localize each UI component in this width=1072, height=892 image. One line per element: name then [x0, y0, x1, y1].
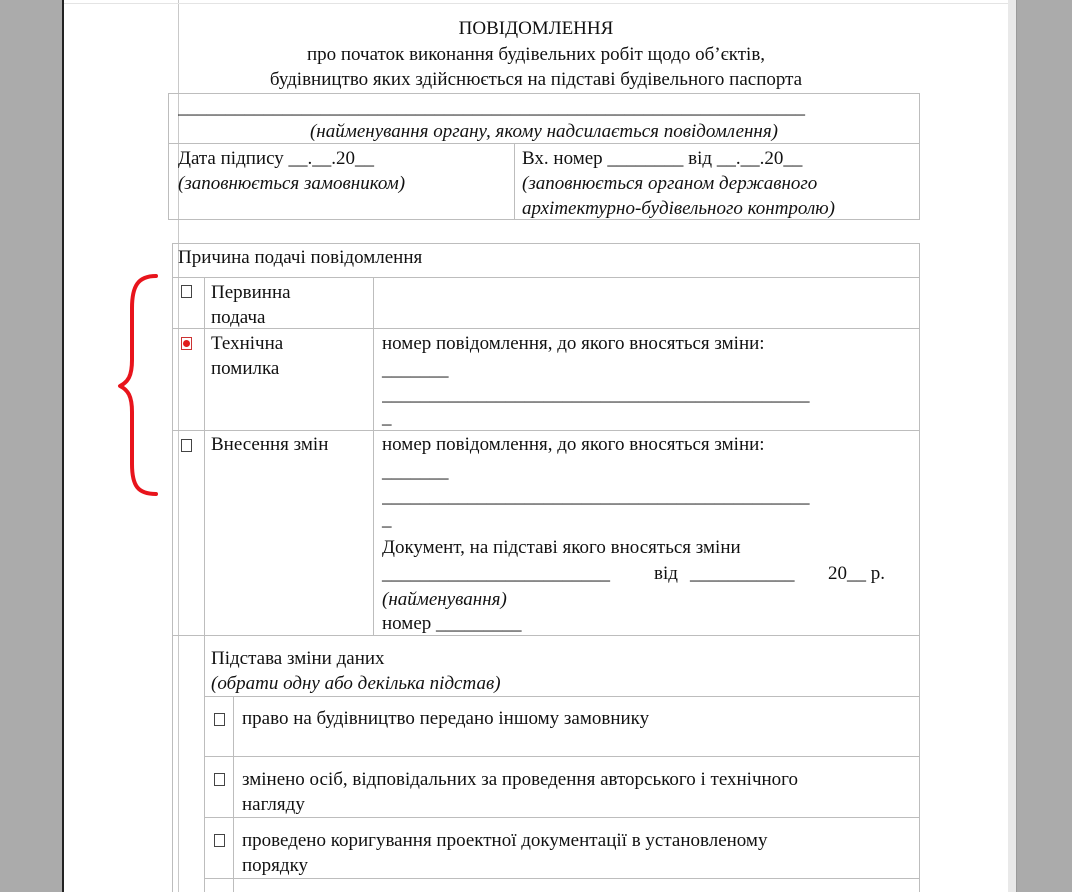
doc-label: Документ, на підставі якого вносяться зміни [382, 537, 741, 558]
scrollbar-track[interactable] [1008, 0, 1017, 892]
basis-heading: Підстава зміни даних [211, 648, 385, 669]
amend-number-label: номер повідомлення, до якого вносяться зміни: [382, 434, 765, 455]
checkbox-basis-design-correction[interactable] [214, 834, 225, 847]
option-technical-label-2: помилка [211, 358, 280, 379]
organ-blank-line[interactable]: __________________________________________________________________ [178, 97, 805, 118]
tech-tail-blank[interactable]: _ [382, 407, 392, 428]
basis-note: (обрати одну або декілька підстав) [211, 673, 501, 694]
layout-guide-top [64, 3, 1008, 4]
option-initial-label-1: Первинна [211, 282, 291, 303]
red-brace-annotation [110, 268, 170, 504]
option-initial-label-2: подача [211, 307, 266, 328]
tech-long-blank[interactable]: _____________________________________________ [382, 384, 810, 405]
organ-caption: (найменування органу, якому надсилається повідомлення) [309, 121, 779, 142]
basis-item-2-line-1: змінено осіб, відповідальних за проведення авторського і технічного [242, 769, 798, 790]
amend-short-blank[interactable]: _______ [382, 461, 449, 482]
checkbox-initial-submission[interactable] [181, 285, 192, 298]
checkbox-basis-supervision[interactable] [214, 773, 225, 786]
basis-item-2-line-2: нагляду [242, 794, 305, 815]
doc-from-label: від [654, 563, 678, 584]
checkbox-basis-transfer[interactable] [214, 713, 225, 726]
amend-long-blank[interactable]: _____________________________________________ [382, 486, 810, 507]
doc-name-blank[interactable]: ________________________ [382, 563, 610, 584]
sign-date-label: Дата підпису __.__.20__ [178, 148, 375, 169]
amend-tail-blank[interactable]: _ [382, 509, 392, 530]
basis-item-3-line-2: порядку [242, 855, 309, 876]
incoming-number-label: Вх. номер ________ від __.__.20__ [522, 148, 803, 169]
basis-item-3-line-1: проведено коригування проектної документації в установленому [242, 830, 768, 851]
incoming-note-1: (заповнюється органом державного [522, 173, 818, 194]
checkbox-amendments[interactable] [181, 439, 192, 452]
tech-number-label: номер повідомлення, до якого вносяться зміни: [382, 333, 765, 354]
doc-year-label: 20__ р. [828, 563, 885, 584]
basis-item-1-line-1: право на будівництво передано іншому замовнику [242, 708, 650, 729]
option-amendments-label-1: Внесення змін [211, 434, 329, 455]
doc-date-blank[interactable]: ___________ [690, 563, 795, 584]
sign-date-note: (заповнюється замовником) [178, 173, 406, 194]
document-subtitle-2: будівництво яких здійснюється на підставі будівельного паспорта [269, 69, 803, 90]
doc-number-field[interactable]: номер _________ [382, 613, 522, 634]
reason-heading: Причина подачі повідомлення [178, 247, 423, 268]
document-title: ПОВІДОМЛЕННЯ [458, 18, 614, 39]
tech-short-blank[interactable]: _______ [382, 359, 449, 380]
doc-name-note: (найменування) [382, 589, 507, 610]
option-technical-label-1: Технічна [211, 333, 284, 354]
document-page [62, 0, 1010, 892]
checkbox-technical-error[interactable] [181, 337, 192, 350]
incoming-note-2: архітектурно-будівельного контролю) [522, 198, 835, 219]
document-subtitle-1: про початок виконання будівельних робіт щодо об’єктів, [306, 44, 766, 65]
